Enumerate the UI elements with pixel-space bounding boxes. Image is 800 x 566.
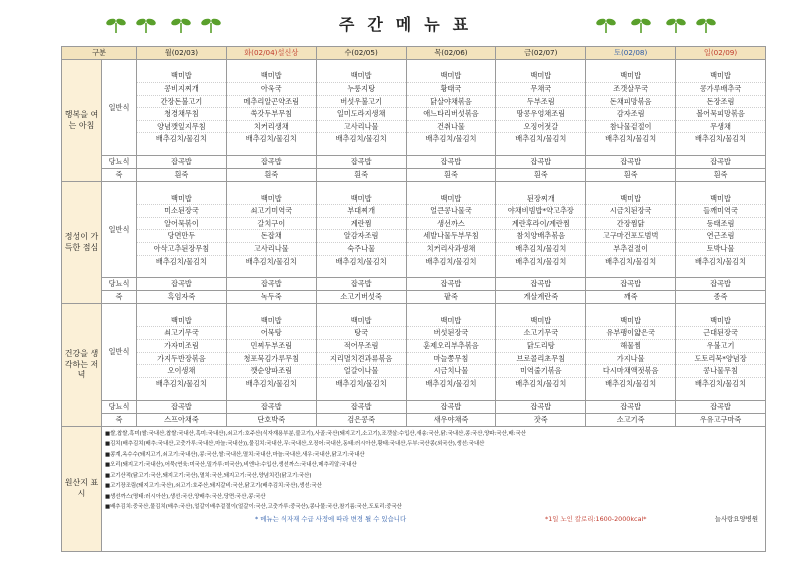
origin-line	[105, 471, 762, 482]
menu-item: 백미밥	[137, 193, 226, 206]
menu-item: 청경채무침	[137, 108, 226, 121]
general-diet-label: 일반식	[102, 60, 137, 156]
menu-item: 숙주나물	[317, 243, 406, 256]
porridge-label: 죽	[102, 413, 137, 426]
menu-cell	[316, 304, 406, 400]
diabetic-cell: 잡곡밥	[676, 156, 766, 169]
menu-item: 누룽지탕	[317, 83, 406, 96]
porridge-cell: 흰죽	[496, 169, 586, 182]
origin-text: 배추김치:중국산,물김치(배추:국산),얼갈이배추겉절이(얼갈이:국산,고춧가루:중국산),콩나물:국산,참기름:국산,도토리:중국산	[110, 504, 402, 511]
menu-item: 백미밥	[317, 193, 406, 206]
menu-item: 고구마건포도범벅	[586, 230, 675, 243]
menu-item: 메추리알곤약조림	[227, 96, 316, 109]
menu-item: 배추김치/물김치	[605, 134, 657, 144]
porridge-cell: 팥죽	[406, 291, 496, 304]
menu-item: 고사리나물	[317, 121, 406, 134]
menu-item: 무생채	[676, 121, 765, 134]
diabetic-cell: 잡곡밥	[406, 278, 496, 291]
menu-item: 해물찜	[586, 340, 675, 353]
menu-item: 배추김치/물김치	[515, 378, 567, 388]
menu-item: 일미도라지생채	[317, 108, 406, 121]
day-header: 금(02/07)	[496, 47, 586, 60]
meal-label: 건강을 생각하는 저녁	[62, 304, 102, 426]
page-title: 주간메뉴표	[338, 15, 482, 34]
diabetic-cell: 잡곡밥	[316, 400, 406, 413]
diabetic-cell: 잡곡밥	[586, 156, 676, 169]
menu-item: 백미밥	[676, 193, 765, 206]
day-header: 일(02/09)	[676, 47, 766, 60]
menu-cell	[226, 182, 316, 278]
diabetic-cell: 잡곡밥	[137, 156, 227, 169]
diabetic-cell: 잡곡밥	[586, 400, 676, 413]
menu-cell	[586, 60, 676, 156]
menu-cell	[316, 182, 406, 278]
porridge-cell: 검은콩죽	[316, 413, 406, 426]
title-bar	[60, 0, 760, 44]
menu-item: 애느타리버섯볶음	[407, 108, 496, 121]
origin-line	[105, 429, 762, 440]
menu-cell	[406, 60, 496, 156]
menu-cell	[676, 304, 766, 400]
sprout-icon	[665, 14, 687, 34]
menu-item: 당면만두	[137, 230, 226, 243]
menu-cell	[406, 304, 496, 400]
porridge-cell: 게살계란죽	[496, 291, 586, 304]
menu-item: 무채국	[496, 83, 585, 96]
menu-item: 배추김치/물김치	[695, 134, 747, 144]
menu-item: 백미밥	[317, 70, 406, 83]
menu-cell	[316, 60, 406, 156]
diabetic-diet-label: 당뇨식	[102, 156, 137, 169]
menu-item: 치커리생채	[227, 121, 316, 134]
origin-bullet: ■	[105, 441, 111, 448]
origin-bullet: ■	[105, 493, 111, 500]
menu-item: 배추김치/물김치	[496, 243, 585, 256]
menu-item: 백미밥	[227, 193, 316, 206]
menu-item: 콩비지찌개	[137, 83, 226, 96]
breakfast-porridge-row	[62, 169, 766, 182]
origin-bullet: ■	[105, 451, 111, 458]
origin-line	[105, 460, 762, 471]
diabetic-diet-label: 당뇨식	[102, 400, 137, 413]
menu-item: 야채비빔밥*약고추장	[496, 205, 585, 218]
menu-item: 아삭고추된장무침	[137, 243, 226, 256]
origin-text: 고기장조림(돼지고기:국산),쇠고기:호주산,돼지갈비:국산,닭고기(배추김치:국산),생선:국산	[110, 483, 322, 490]
porridge-cell: 깨죽	[586, 291, 676, 304]
menu-item: 배추김치/물김치	[695, 256, 747, 266]
day-header: 수(02/05)	[316, 47, 406, 60]
menu-item: 연근조림	[676, 230, 765, 243]
lunch-porridge-row	[62, 291, 766, 304]
menu-cell	[137, 182, 227, 278]
menu-item: 백미밥	[137, 70, 226, 83]
porridge-cell: 흰죽	[406, 169, 496, 182]
menu-item: 아욱국	[227, 83, 316, 96]
origin-bullet: ■	[105, 430, 111, 437]
meal-label: 행복을 여는 아침	[62, 60, 102, 182]
menu-item: 백미밥	[407, 193, 496, 206]
menu-item: 배추김치/물김치	[515, 134, 567, 144]
menu-item: 참나물겉절이	[586, 121, 675, 134]
sprout-icon	[695, 14, 717, 34]
diabetic-cell: 잡곡밥	[496, 278, 586, 291]
menu-item: 간장찜닭	[586, 218, 675, 231]
menu-item: 들깨미역국	[676, 205, 765, 218]
menu-item: 배추김치/물김치	[155, 134, 207, 144]
menu-item: 버섯된장국	[407, 327, 496, 340]
menu-cell	[137, 60, 227, 156]
menu-item: 백미밥	[407, 70, 496, 83]
menu-item: 백미밥	[496, 70, 585, 83]
menu-cell	[226, 304, 316, 400]
menu-item: 배추김치/물김치	[425, 256, 477, 266]
diabetic-cell: 잡곡밥	[406, 400, 496, 413]
menu-item: 갈치구이	[227, 218, 316, 231]
menu-cell	[676, 60, 766, 156]
menu-item: 적어무조림	[317, 340, 406, 353]
menu-item: 민찌두부조림	[227, 340, 316, 353]
diabetic-cell: 잡곡밥	[137, 278, 227, 291]
menu-cell	[496, 304, 586, 400]
day-header: 목(02/06)	[406, 47, 496, 60]
dinner-general-row	[62, 304, 766, 400]
day-header: 화(02/04)설신상	[226, 47, 316, 60]
menu-item: 황태국	[407, 83, 496, 96]
menu-item: 부추겉절이	[586, 243, 675, 256]
origin-bullet: ■	[105, 483, 111, 490]
diabetic-cell: 잡곡밥	[137, 400, 227, 413]
diabetic-cell: 잡곡밥	[226, 156, 316, 169]
section-header: 구분	[62, 47, 137, 60]
menu-item: 백미밥	[586, 193, 675, 206]
origin-notice	[102, 426, 766, 551]
diabetic-cell: 잡곡밥	[586, 278, 676, 291]
menu-item: 백미밥	[586, 70, 675, 83]
sprout-icon	[630, 14, 652, 34]
origin-line	[105, 439, 762, 450]
diabetic-cell: 잡곡밥	[226, 278, 316, 291]
porridge-cell: 흰죽	[676, 169, 766, 182]
menu-item: 소고기무국	[496, 327, 585, 340]
diabetic-cell: 잡곡밥	[496, 400, 586, 413]
menu-item: 배추김치/물김치	[335, 378, 387, 388]
porridge-cell: 흰죽	[316, 169, 406, 182]
porridge-cell: 흰죽	[137, 169, 227, 182]
origin-bullet: ■	[105, 462, 111, 469]
menu-item: 배추김치/물김치	[425, 134, 477, 144]
menu-item: 고사리나물	[227, 243, 316, 256]
menu-item: 백미밥	[407, 315, 496, 328]
menu-item: 도토리묵*양념장	[676, 353, 765, 366]
porridge-cell: 스프아채죽	[137, 413, 227, 426]
menu-item: 참치양배추볶음	[496, 230, 585, 243]
menu-item: 배추김치/물김치	[605, 256, 657, 266]
origin-text: 김치(배추김치(배추:국내산,고춧가루:국내산,마늘:국내산)),물김치:국내산,무:국내산,오징어:국내산,동태:러시아산,황태:국내산,두부:국산콩(외국산),생선:국내산	[110, 441, 485, 448]
menu-item: 토박나물	[676, 243, 765, 256]
menu-item: 백미밥	[496, 315, 585, 328]
menu-item: 시금치나물	[407, 365, 496, 378]
menu-item: 유부팽이얇은국	[586, 327, 675, 340]
menu-item: 백미밥	[227, 70, 316, 83]
porridge-cell: 종죽	[676, 291, 766, 304]
menu-item: 가지나물	[586, 353, 675, 366]
menu-item: 배추김치/물김치	[335, 134, 387, 144]
menu-item: 치커리사과생채	[407, 243, 496, 256]
origin-text: 쌀,찹쌀,흑미(쌀:국내산,찹쌀:국내산,흑미:국내산),쇠고기:호주산(식자재용부분,불고기),사골:국산(돼지고기,소고기),조갯살:수입산,새송:국산,닭:국내산,콩:국산,양파:국산,배:국산	[110, 430, 526, 437]
menu-item: 오징어젓갈	[496, 121, 585, 134]
footer	[105, 513, 762, 525]
diabetic-cell: 잡곡밥	[496, 156, 586, 169]
menu-item: 땅콩우엉채조림	[496, 108, 585, 121]
menu-item: 훈제오리부추볶음	[407, 340, 496, 353]
menu-item: 깻순양파조림	[227, 365, 316, 378]
menu-item: 계란찜	[317, 218, 406, 231]
menu-item: 백미밥	[586, 315, 675, 328]
menu-cell	[586, 304, 676, 400]
origin-text: 콩계,옥수수(돼지고기,쇠고기:국내산),콩:국산,쌀:국내산,멸치:국내산,마늘:국내산,새우:국내산,닭고기:국내산	[110, 451, 365, 458]
menu-item: 미역줄기볶음	[496, 365, 585, 378]
menu-item: 시금치된장국	[586, 205, 675, 218]
breakfast-diabetic-row	[62, 156, 766, 169]
menu-item: 오이생채	[137, 365, 226, 378]
menu-item: 생선까스	[407, 218, 496, 231]
origin-line	[105, 502, 762, 513]
diabetic-cell: 잡곡밥	[316, 156, 406, 169]
diabetic-cell: 잡곡밥	[676, 278, 766, 291]
origin-text: 오리(돼지고기:국내산),어묵(연육:미국산,밀가루:미국산),비엔나:수입산,생선까스:국내산,메추리알:국내산	[110, 462, 357, 469]
menu-item: 가자미조림	[137, 340, 226, 353]
menu-item: 돈채피망볶음	[586, 96, 675, 109]
origin-line	[105, 450, 762, 461]
menu-cell	[406, 182, 496, 278]
porridge-cell: 우유고구마죽	[676, 413, 766, 426]
menu-item: 어묵탕	[227, 327, 316, 340]
menu-item: 백미밥	[676, 70, 765, 83]
origin-text: 생선까스(명태:러시아산),생선:국산,양배추:국산,당면:국산,콩:국산	[110, 493, 266, 500]
menu-item: 배추김치/물김치	[605, 378, 657, 388]
menu-item: 얼큰콩나물국	[407, 205, 496, 218]
menu-item: 돈잡채	[227, 230, 316, 243]
organization-name: 늘사랑요양병원	[714, 514, 758, 523]
meal-label: 정성이 가득한 점심	[62, 182, 102, 304]
menu-item: 가지두반장볶음	[137, 353, 226, 366]
origin-bullet: ■	[105, 472, 111, 479]
diabetic-diet-label: 당뇨식	[102, 278, 137, 291]
menu-item: 세발나물두부무침	[407, 230, 496, 243]
origin-line	[105, 492, 762, 503]
menu-item: 얼갈이나물	[317, 365, 406, 378]
porridge-cell: 단호박죽	[226, 413, 316, 426]
general-diet-label: 일반식	[102, 304, 137, 400]
menu-item: 지리멸치견과류볶음	[317, 353, 406, 366]
menu-item: 양념깻잎지무침	[137, 121, 226, 134]
porridge-cell: 소고기버섯죽	[316, 291, 406, 304]
menu-item: 탕국	[317, 327, 406, 340]
origin-line	[105, 481, 762, 492]
dinner-diabetic-row	[62, 400, 766, 413]
menu-item: 볼어묵피망볶음	[676, 108, 765, 121]
porridge-cell: 녹두죽	[226, 291, 316, 304]
menu-item: 브로콜리초무침	[496, 353, 585, 366]
day-header: 월(02/03)	[137, 47, 227, 60]
menu-item: 간장돈불고기	[137, 96, 226, 109]
menu-cell	[137, 304, 227, 400]
porridge-cell: 흰죽	[226, 169, 316, 182]
weekly-menu-table	[61, 46, 766, 552]
menu-item: 콩나물무침	[676, 365, 765, 378]
menu-item: 감자조림	[586, 108, 675, 121]
breakfast-general-row	[62, 60, 766, 156]
menu-item: 돈장조림	[676, 96, 765, 109]
dinner-porridge-row	[62, 413, 766, 426]
diabetic-cell: 잡곡밥	[406, 156, 496, 169]
menu-item: 배추김치/물김치	[515, 256, 567, 266]
menu-item: 배추김치/물김치	[245, 134, 297, 144]
menu-item: 근대된장국	[676, 327, 765, 340]
origin-label: 원산지 표시	[62, 426, 102, 551]
origin-bullet: ■	[105, 504, 111, 511]
menu-item: 다시마채액젓볶음	[586, 365, 675, 378]
day-header: 토(02/08)	[586, 47, 676, 60]
menu-item: 배추김치/물김치	[425, 378, 477, 388]
lunch-general-row	[62, 182, 766, 278]
origin-text: 고기산적(닭고기:국산,돼지고기:국산),멸치:국산,돼지고기:국산,양념치킨(닭고기:국산)	[110, 472, 312, 479]
menu-item: 닭살야채볶음	[407, 96, 496, 109]
menu-item: 쑥갓두부무침	[227, 108, 316, 121]
porridge-label: 죽	[102, 169, 137, 182]
menu-item: 쇠고기무국	[137, 327, 226, 340]
menu-item: 배추김치/물김치	[155, 256, 207, 266]
menu-item: 배추김치/물김치	[695, 378, 747, 388]
menu-item: 백미밥	[227, 315, 316, 328]
menu-item: 부대찌개	[317, 205, 406, 218]
menu-item: 청포묵김가루무침	[227, 353, 316, 366]
menu-item: 알감자조림	[317, 230, 406, 243]
menu-item: 백미밥	[317, 315, 406, 328]
menu-item: 두부조림	[496, 96, 585, 109]
menu-cell	[676, 182, 766, 278]
porridge-cell: 잣죽	[496, 413, 586, 426]
menu-item: 백미밥	[676, 315, 765, 328]
menu-item: 된장찌개	[496, 193, 585, 206]
menu-item: 배추김치/물김치	[155, 378, 207, 388]
menu-item: 배추김치/물김치	[245, 378, 297, 388]
menu-item: 버섯우불고기	[317, 96, 406, 109]
menu-item: 조갯살무국	[586, 83, 675, 96]
diabetic-cell: 잡곡밥	[226, 400, 316, 413]
porridge-cell: 흰죽	[586, 169, 676, 182]
menu-item: 동태조림	[676, 218, 765, 231]
porridge-cell: 흑임자죽	[137, 291, 227, 304]
calorie-note: *1일 노인 칼로리:1600-2000kcal*	[545, 514, 647, 523]
porridge-cell: 소고기죽	[586, 413, 676, 426]
menu-item: 배추김치/물김치	[245, 256, 297, 266]
menu-item: 닭도리탕	[496, 340, 585, 353]
menu-item: 알어묵볶이	[137, 218, 226, 231]
menu-item: 배추김치/물김치	[335, 256, 387, 266]
lunch-diabetic-row	[62, 278, 766, 291]
menu-change-notice: * 메뉴는 식자재 수급 사정에 따라 변경 될 수 있습니다	[255, 514, 407, 523]
diabetic-cell: 잡곡밥	[676, 400, 766, 413]
header-row	[62, 47, 766, 60]
origin-row	[62, 426, 766, 551]
menu-item: 건취나물	[407, 121, 496, 134]
diabetic-cell: 잡곡밥	[316, 278, 406, 291]
menu-cell	[496, 182, 586, 278]
porridge-label: 죽	[102, 291, 137, 304]
menu-cell	[226, 60, 316, 156]
menu-item: 우불고기	[676, 340, 765, 353]
menu-item: 콩가루배추국	[676, 83, 765, 96]
porridge-cell: 새우야채죽	[406, 413, 496, 426]
menu-item: 미소된장국	[137, 205, 226, 218]
menu-cell	[586, 182, 676, 278]
sprout-icon	[595, 14, 617, 34]
menu-item: 쇠고기미역국	[227, 205, 316, 218]
menu-item: 백미밥	[137, 315, 226, 328]
menu-item: 계란후라이/계란찜	[496, 218, 585, 231]
menu-item: 마늘쫑무침	[407, 353, 496, 366]
general-diet-label: 일반식	[102, 182, 137, 278]
menu-cell	[496, 60, 586, 156]
